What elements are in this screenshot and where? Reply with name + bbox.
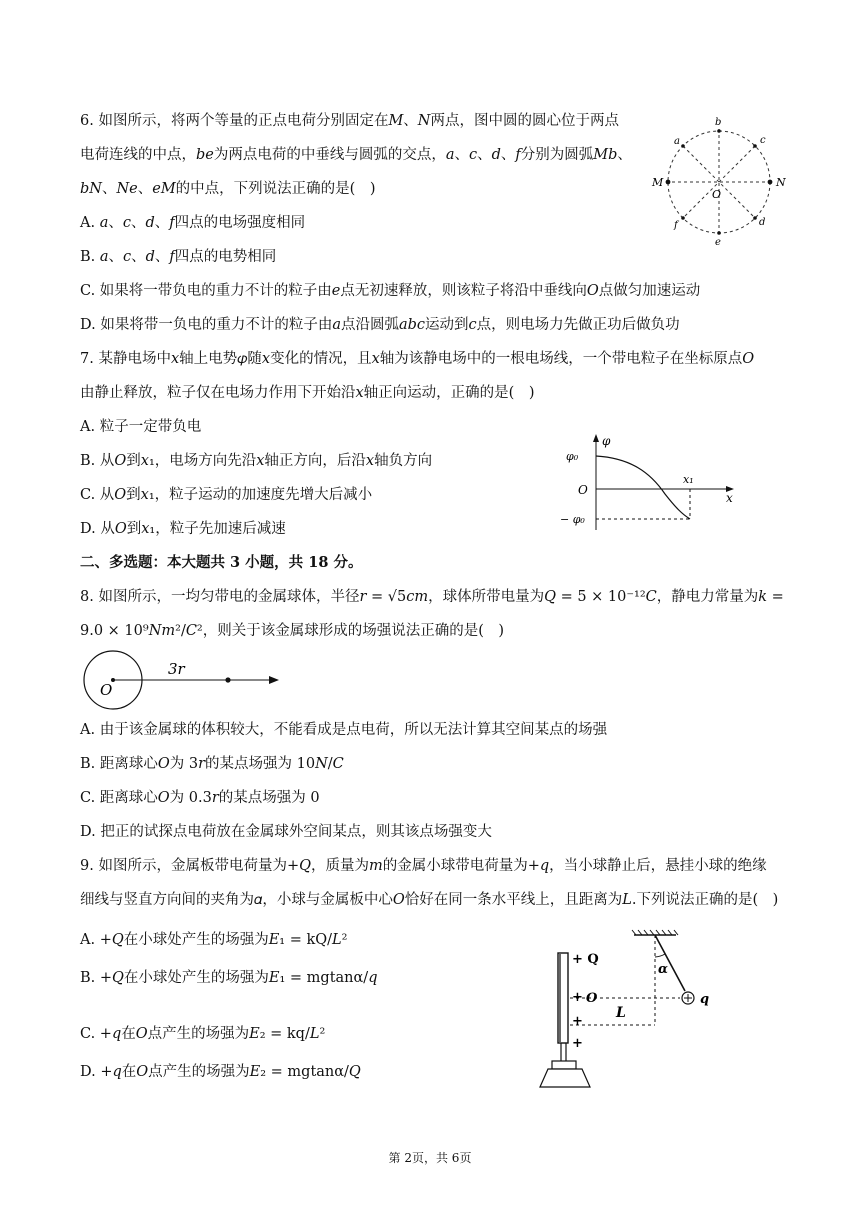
q7-label-neg-phi0: − φ₀	[560, 513, 585, 526]
q9-option-d: D. +𝑞在𝑂点产生的场强为𝐸₂ = mgtanα/𝑄	[80, 1064, 361, 1080]
q6-label-m: M	[652, 176, 664, 189]
q6-circle-figure	[652, 116, 792, 246]
q6-option-d: D. 如果将带一负电的重力不计的粒子由𝑎点沿圆弧𝑎𝑏𝑐运动到𝑐点，则电场力先做正功后做负功	[80, 317, 680, 333]
q6-label-c: c	[760, 135, 766, 146]
q7-label-phi0: φ₀	[566, 450, 579, 463]
q8-stem-line1: 8. 如图所示，一均匀带电的金属球体，半径𝑟 = √5𝑐𝑚，球体所带电量为𝑄 = 5 × 10⁻¹²𝐶，静电力常量为𝑘 =	[80, 589, 784, 605]
q7-option-a: A. 粒子一定带负电	[80, 419, 202, 435]
q6-label-e: e	[715, 237, 721, 248]
q7-option-d: D. 从𝑂到𝑥₁，粒子先加速后减速	[80, 521, 286, 537]
q8-option-a: A. 由于该金属球的体积较大，不能看成是点电荷，所以无法计算其空间某点的场强	[80, 722, 608, 738]
q8-sphere-figure	[80, 650, 290, 710]
q9-option-c: C. +𝑞在𝑂点产生的场强为𝐸₂ = kq/𝐿²	[80, 1026, 326, 1042]
section-heading: 二、多选题：本大题共 3 小题，共 18 分。	[80, 554, 363, 571]
q9-label-q: q	[700, 992, 710, 1007]
q6-label-b: b	[715, 117, 722, 128]
q6-label-n: N	[776, 176, 786, 189]
q8-label-o: O	[100, 681, 113, 699]
q7-stem-line2: 由静止释放，粒子仅在电场力作用下开始沿𝑥轴正向运动，正确的是( )	[80, 385, 535, 401]
q8-option-b: B. 距离球心𝑂为 3𝑟的某点场强为 10𝑁/𝐶	[80, 756, 344, 772]
q9-option-a: A. +𝑄在小球处产生的场强为𝐸₁ = kQ/𝐿²	[80, 932, 348, 948]
q7-label-x1: x₁	[683, 473, 694, 486]
q8-option-c: C. 距离球心𝑂为 0.3𝑟的某点场强为 0	[80, 790, 320, 806]
q6-stem-line3: 𝑏𝑁、𝑁𝑒、𝑒𝑀的中点，下列说法正确的是( )	[80, 181, 376, 197]
q9-label-l: L	[616, 1005, 626, 1021]
q6-label-a: a	[674, 136, 680, 147]
q7-stem-line1: 7. 某静电场中𝑥轴上电势𝜑随𝑥变化的情况，且𝑥轴为该静电场中的一根电场线，一个带电粒子在坐标原点𝑂	[80, 351, 755, 367]
page-footer: 第 2页，共 6页	[388, 1151, 472, 1165]
q9-option-b: B. +𝑄在小球处产生的场强为𝐸₁ = mgtanα/𝑞	[80, 970, 378, 986]
q6-stem-line2: 电荷连线的中点，𝑏𝑒为两点电荷的中垂线与圆弧的交点，𝑎、𝑐、𝑑、𝑓分别为圆弧𝑀𝑏、	[80, 147, 632, 163]
q9-label-o: O	[586, 991, 598, 1006]
q9-stem-line2: 细线与竖直方向间的夹角为𝛼，小球与金属板中心𝑂恰好在同一条水平线上，且距离为𝐿.下列说法正确的是( )	[80, 892, 779, 908]
q9-plate-pendulum-figure	[530, 925, 730, 1095]
q7-label-x: x	[726, 491, 733, 505]
q9-label-plus-1: +	[572, 990, 583, 1005]
q8-option-d: D. 把正的试探点电荷放在金属球外空间某点，则其该点场强变大	[80, 824, 492, 840]
q6-label-f: f	[674, 220, 678, 231]
q7-option-b: B. 从𝑂到𝑥₁，电场方向先沿𝑥轴正方向，后沿𝑥轴负方向	[80, 453, 433, 469]
q6-option-a: A. 𝑎、𝑐、𝑑、𝑓四点的电场强度相同	[80, 215, 306, 231]
q8-stem-line2: 9.0 × 10⁹𝑁𝑚²/𝐶²，则关于该金属球形成的场强说法正确的是( )	[80, 623, 505, 639]
q6-label-o: O	[712, 188, 722, 201]
q7-option-c: C. 从𝑂到𝑥₁，粒子运动的加速度先增大后减小	[80, 487, 373, 503]
q9-label-plus-q: + Q	[572, 952, 599, 967]
q8-label-3r: 3r	[168, 660, 185, 678]
q9-stem-line1: 9. 如图所示，金属板带电荷量为+𝑄，质量为𝑚的金属小球带电荷量为+𝑞，当小球静止后，悬挂小球的绝缘	[80, 858, 767, 874]
q9-label-alpha: α	[658, 962, 669, 977]
q7-label-phi: φ	[602, 434, 611, 448]
q7-potential-graph	[560, 432, 745, 532]
q9-label-plus-2: +	[572, 1014, 583, 1029]
q6-option-c: C. 如果将一带负电的重力不计的粒子由𝑒点无初速释放，则该粒子将沿中垂线向𝑂点做匀加速运动	[80, 283, 701, 299]
q6-option-b: B. 𝑎、𝑐、𝑑、𝑓四点的电势相同	[80, 249, 277, 265]
q6-label-d: d	[759, 217, 766, 228]
q7-label-o: O	[578, 483, 588, 497]
q9-label-plus-3: +	[572, 1036, 583, 1051]
q6-stem-line1: 6. 如图所示，将两个等量的正点电荷分别固定在𝑀、𝑁两点，图中圆的圆心位于两点	[80, 113, 619, 129]
